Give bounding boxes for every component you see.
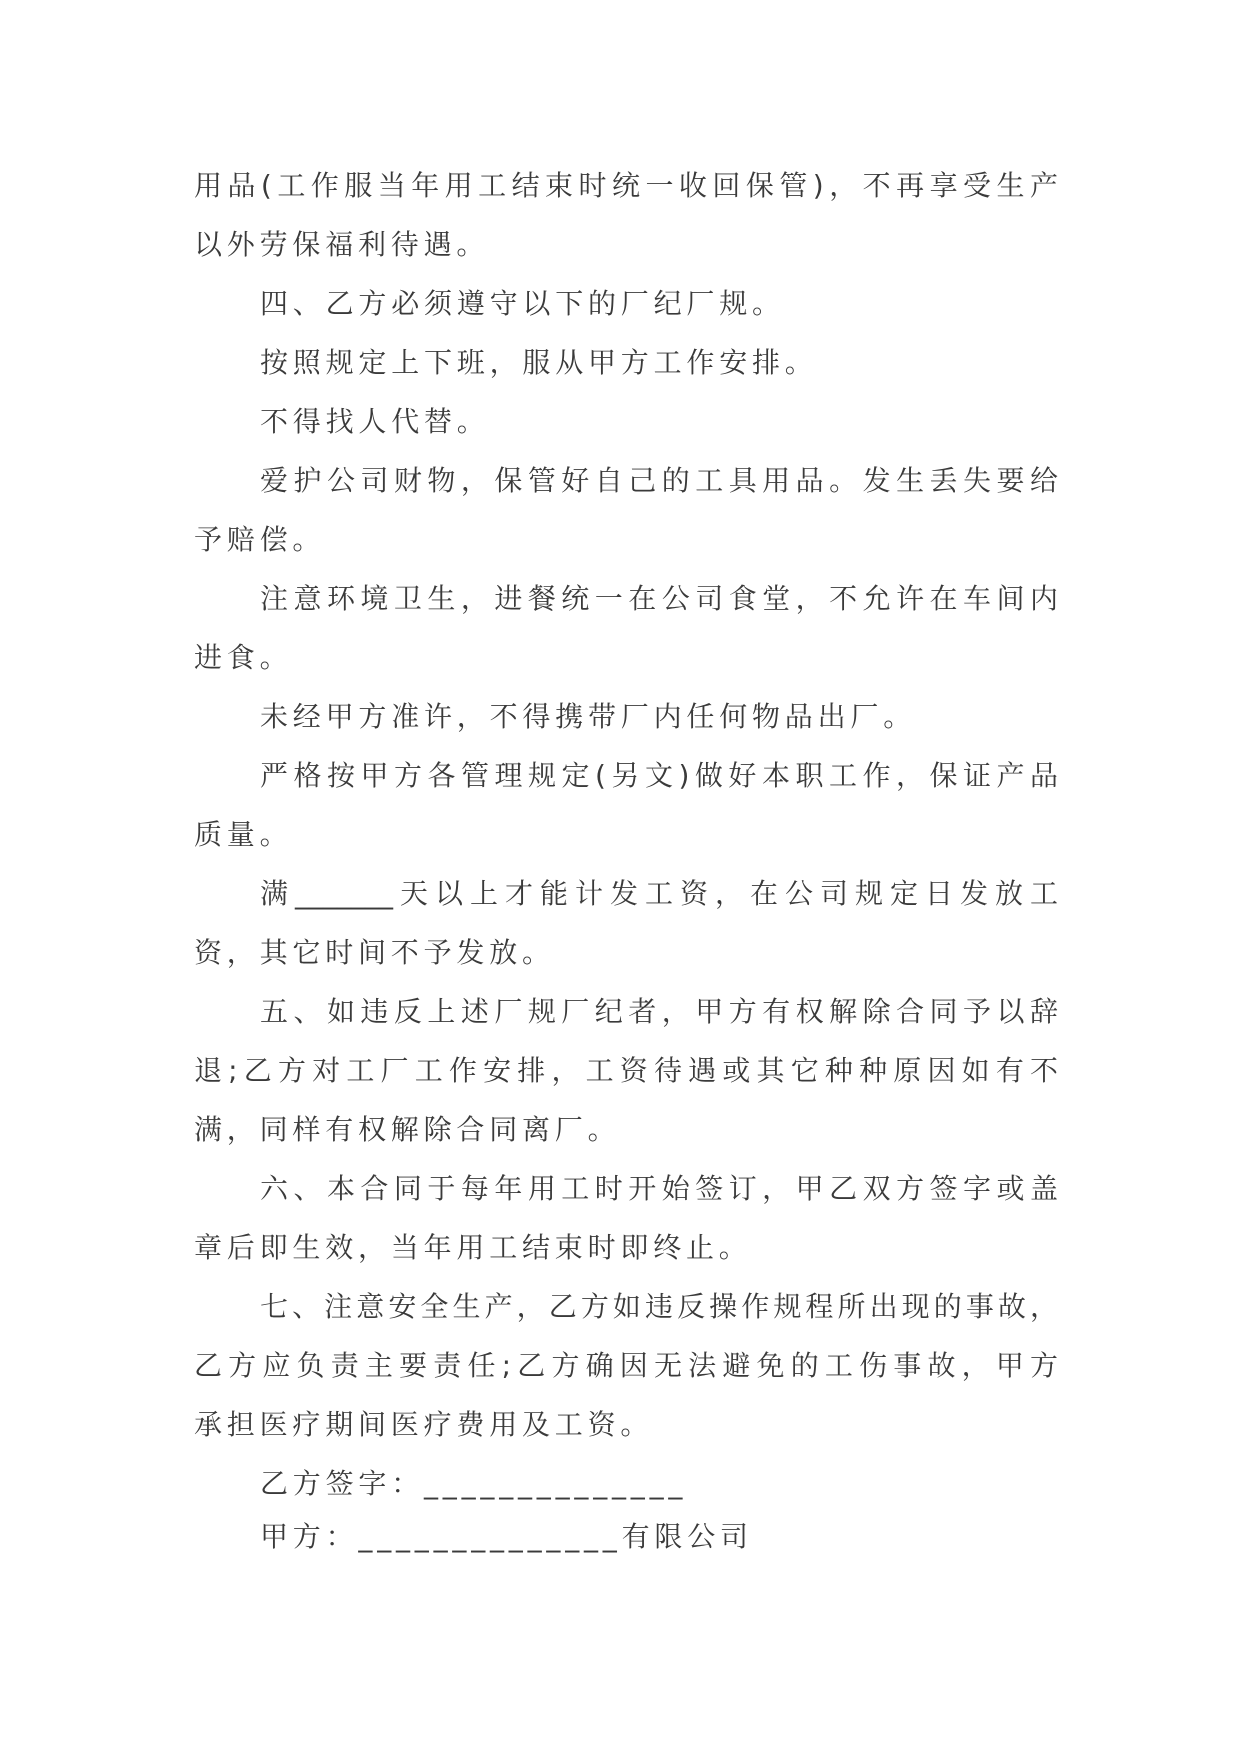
text-line: 爱护公司财物，保管好自己的工具用品。发生丢失要给 [260,464,1058,497]
text-line: 满，同样有权解除合同离厂。 [194,1113,621,1146]
text-line: 乙方应负责主要责任;乙方确因无法避免的工伤事故，甲方 [194,1349,1058,1382]
clause-6: 六、本合同于每年用工时开始签订，甲乙双方签字或盖 [260,1172,1058,1205]
text-line: 满_______天以上才能计发工资，在公司规定日发放工 [260,877,1058,910]
text-line: 承担医疗期间医疗费用及工资。 [194,1408,654,1441]
text-line: 未经甲方准许，不得携带厂内任何物品出厂。 [260,700,917,733]
text-line: 注意环境卫生，进餐统一在公司食堂，不允许在车间内 [260,582,1058,615]
text-line: 以外劳保福利待遇。 [194,228,490,261]
clause-heading-4: 四、乙方必须遵守以下的厂纪厂规。 [260,287,785,320]
party-b-signature-line: 乙方签字：______________ [260,1467,688,1500]
text-line: 按照规定上下班，服从甲方工作安排。 [260,346,818,379]
text-line: 予赔偿。 [194,523,326,556]
text-line: 资，其它时间不予发放。 [194,936,555,969]
text-line: 章后即生效，当年用工结束时即终止。 [194,1231,752,1264]
text-line: 退;乙方对工厂工作安排，工资待遇或其它种种原因如有不 [194,1054,1058,1087]
clause-5: 五、如违反上述厂规厂纪者，甲方有权解除合同予以辞 [260,995,1058,1028]
text-line: 不得找人代替。 [260,405,490,438]
text-line: 进食。 [194,641,293,674]
text-line: 用品(工作服当年用工结束时统一收回保管)，不再享受生产 [194,169,1058,202]
document-body [194,156,1058,1566]
text-line: 严格按甲方各管理规定(另文)做好本职工作，保证产品 [260,759,1058,792]
text-line: 质量。 [194,818,293,851]
party-a-signature-line: 甲方：______________有限公司 [260,1520,753,1553]
clause-7: 七、注意安全生产，乙方如违反操作规程所出现的事故， [260,1290,1058,1323]
